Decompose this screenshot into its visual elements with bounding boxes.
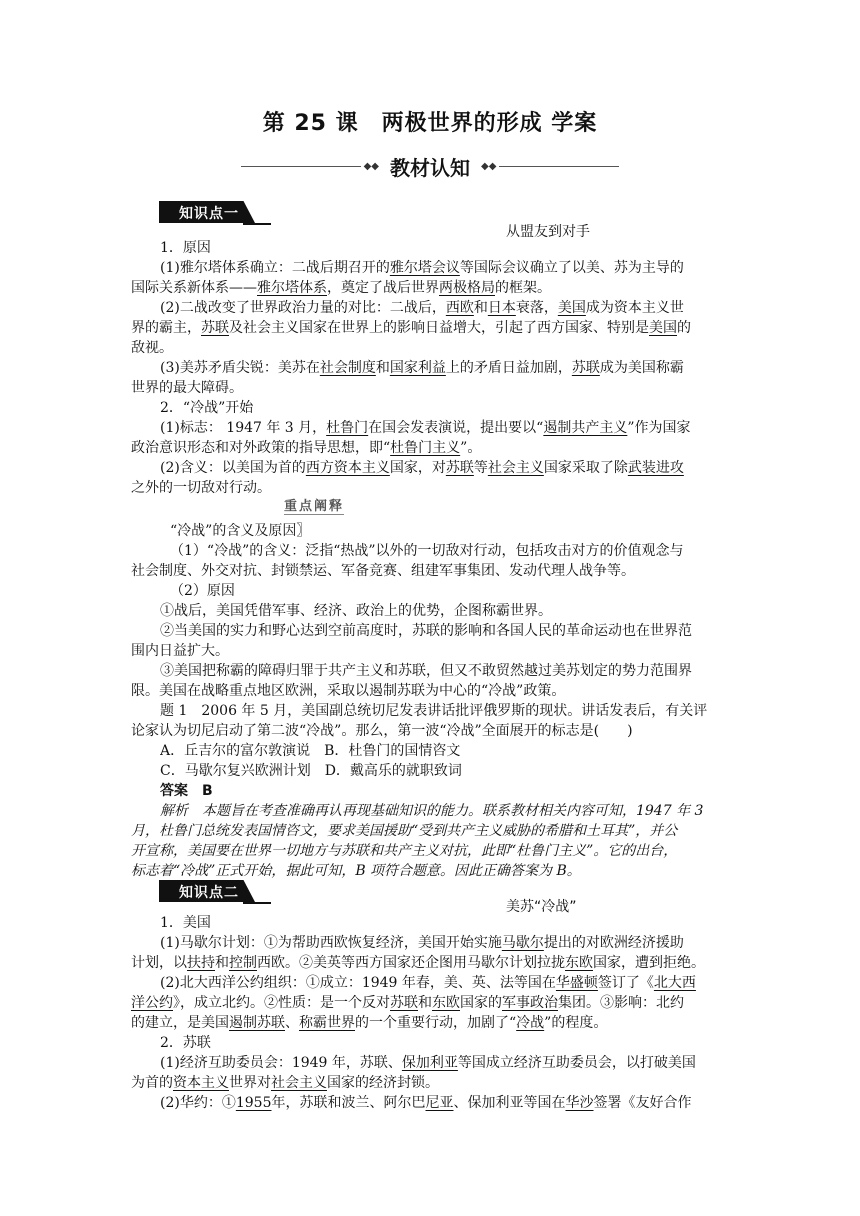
answer-line: 答案 B: [160, 783, 213, 799]
knowledge-point-tag-2: [159, 880, 271, 902]
kp2-h2: 2．苏联: [160, 1035, 211, 1051]
text-line: 计划，以扶持和控制西欧。②美英等西方国家还企图用马歇尔计划拉拢东欧国家，遭到拒绝。: [131, 955, 705, 971]
text-line: 限。美国在战略重点地区欧洲，采取以遏制苏联为中心的“冷战”政策。: [131, 683, 566, 699]
tag-label: 知识点二: [179, 885, 239, 901]
focus-label: 重点阐释: [284, 495, 344, 515]
text-line: 之外的一切敌对行动。: [131, 480, 271, 496]
text-line: 敌视。: [131, 340, 173, 356]
diamond-ornament-icon: ◆◆: [363, 161, 379, 172]
text-line: （1）“冷战”的含义：泛指“热战”以外的一切敌对行动，包括攻击对方的价值观念与: [170, 543, 684, 559]
analysis-line: 开宣称，美国要在世界一切地方与苏联和共产主义对抗，此即“杜鲁门主义”。它的出台，: [131, 843, 678, 859]
text-line: ①战后，美国凭借军事、经济、政治上的优势，企图称霸世界。: [160, 603, 552, 619]
text-line: 世界的最大障碍。: [131, 380, 243, 396]
text-line: 政治意识形态和对外政策的指导思想，即“杜鲁门主义”。: [131, 440, 482, 456]
text-line: (2)含义：以美国为首的西方资本主义国家，对苏联等社会主义国家采取了除武装进攻: [160, 460, 684, 476]
option-line: A．丘吉尔的富尔敦演说 B．杜鲁门的国情咨文: [160, 743, 461, 759]
text-line: 围内日益扩大。: [131, 643, 229, 659]
diamond-ornament-icon: ◆◆: [481, 161, 497, 172]
page-title: 第 25 课 两极世界的形成 学案: [262, 111, 598, 136]
text-line: 的建立，是美国遏制苏联、称霸世界的一个重要行动，加剧了“冷战”的程度。: [131, 1015, 608, 1031]
text-line: (2)二战改变了世界政治力量的对比：二战后，西欧和日本衰落，美国成为资本主义世: [160, 300, 684, 316]
text-line: ②当美国的实力和野心达到空前高度时，苏联的影响和各国人民的革命运动也在世界范: [160, 623, 692, 639]
knowledge-point-tag-1: [159, 201, 271, 223]
tag-label: 知识点一: [179, 206, 239, 222]
text-line: 国际关系新体系——雅尔塔体系，奠定了战后世界两极格局的框架。: [131, 280, 551, 296]
kp1-h2: 2．“冷战”开始: [160, 400, 254, 416]
question-line: 题 1 2006 年 5 月，美国副总统切尼发表讲话批评俄罗斯的现状。讲话发表后，有关评: [160, 703, 708, 719]
option-line: C．马歇尔复兴欧洲计划 D．戴高乐的就职致词: [160, 763, 462, 779]
text-line: ③美国把称霸的障碍归罪于共产主义和苏联，但又不敢贸然越过美苏划定的势力范围界: [160, 663, 692, 679]
text-line: （2）原因: [170, 583, 235, 599]
kp1-h1: 1．原因: [160, 240, 211, 256]
text-line: “冷战”的含义及原因〗: [170, 523, 311, 539]
analysis-line: 标志着“冷战”正式开始，据此可知，B 项符合题意。因此正确答案为 B。: [131, 863, 581, 879]
text-line: (2)北大西洋公约组织：①成立：1949 年春，美、英、法等国在华盛顿签订了《北大西: [160, 975, 696, 991]
analysis-line: 解析 本题旨在考查准确再认再现基础知识的能力。联系教材相关内容可知，1947 年 3: [160, 803, 704, 819]
divider-left: [241, 166, 361, 167]
section-header: [0, 152, 860, 181]
text-line: (1)马歇尔计划：①为帮助西欧恢复经济，美国开始实施马歇尔提出的对欧洲经济援助: [160, 935, 684, 951]
kp1-heading: 从盟友到对手: [506, 224, 590, 240]
text-line: 社会制度、外交对抗、封锁禁运、军备竞赛、组建军事集团、发动代理人战争等。: [131, 563, 635, 579]
text-line: (1)标志： 1947 年 3 月，杜鲁门在国会发表演说，提出要以“遏制共产主义”作为国家: [160, 420, 691, 436]
text-line: 界的霸主，苏联及社会主义国家在世界上的影响日益增大，引起了西方国家、特别是美国的: [131, 320, 691, 336]
kp2-heading: 美苏“冷战”: [506, 899, 577, 915]
text-line: (1)经济互助委员会：1949 年，苏联、保加利亚等国成立经济互助委员会，以打破美国: [160, 1055, 696, 1071]
analysis-line: 月，杜鲁门总统发表国情咨文，要求美国援助“受到共产主义威胁的希腊和土耳其”，并公: [131, 823, 678, 839]
kp2-h1: 1．美国: [160, 915, 211, 931]
text-line: (3)美苏矛盾尖锐：美苏在社会制度和国家利益上的矛盾日益加剧，苏联成为美国称霸: [160, 360, 684, 376]
divider-right: [499, 166, 619, 167]
text-line: 为首的资本主义世界对社会主义国家的经济封锁。: [131, 1075, 439, 1091]
text-line: 洋公约》，成立北约。②性质：是一个反对苏联和东欧国家的军事政治集团。③影响：北约: [131, 995, 684, 1011]
question-line: 论家认为切尼启动了第二波“冷战”。那么，第一波“冷战”全面展开的标志是( ): [131, 723, 633, 739]
text-line: (2)华约：①1955年，苏联和波兰、阿尔巴尼亚、保加利亚等国在华沙签署《友好合作: [160, 1095, 692, 1111]
section-title: 教材认知: [390, 156, 470, 180]
text-line: (1)雅尔塔体系确立：二战后期召开的雅尔塔会议等国际会议确立了以美、苏为主导的: [160, 260, 684, 276]
